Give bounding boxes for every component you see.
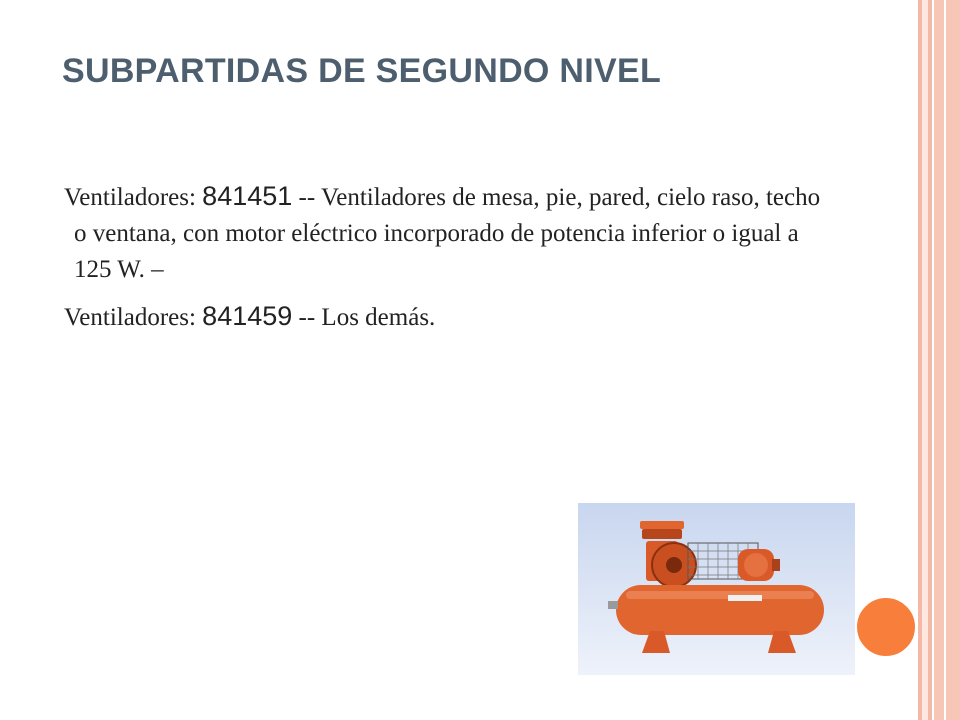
decorative-circle — [856, 597, 916, 657]
flywheel — [652, 543, 696, 587]
paragraph-text: -- Ventiladores de mesa, pie, pared, cielo raso, techo o ventana, con motor eléctrico incorporado de potencia inferior o igual a 125 W. – — [74, 184, 821, 283]
slide-body — [64, 178, 824, 346]
paragraph-label: Ventiladores: — [64, 184, 203, 211]
decorative-stripe — [946, 0, 960, 720]
paragraph-841459 — [64, 298, 824, 336]
tariff-code: 841451 — [202, 181, 293, 211]
paragraph-841451 — [64, 178, 824, 288]
paragraph-label: Ventiladores: — [64, 304, 203, 331]
tariff-code: 841459 — [202, 301, 293, 331]
electric-motor — [738, 549, 780, 581]
slide-title: SUBPARTIDAS DE SEGUNDO NIVEL — [62, 52, 662, 90]
air-tank — [608, 585, 824, 635]
paragraph-text: -- Los demás. — [292, 304, 436, 331]
decorative-stripe — [934, 0, 944, 720]
compressor-image — [578, 503, 855, 675]
